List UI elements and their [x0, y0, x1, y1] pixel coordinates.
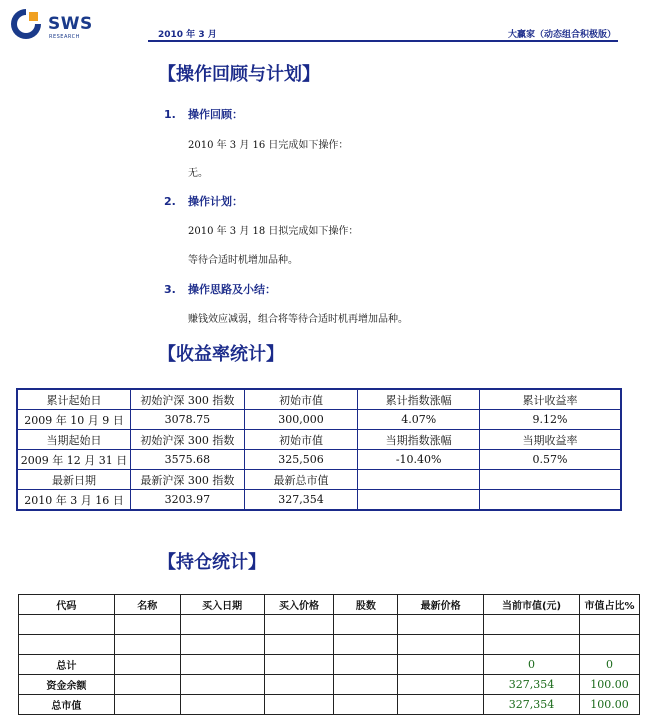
returns-table-cell: 300,000: [244, 410, 358, 430]
holdings-table-cell: [398, 635, 484, 655]
holdings-table-row: [19, 635, 640, 655]
returns-table-cell: 累计收益率: [479, 389, 621, 410]
holdings-table-cell: [334, 695, 398, 715]
returns-table-row: [17, 430, 621, 450]
returns-table-row: [17, 470, 621, 490]
returns-table-cell: 2009 年 12 月 31 日: [17, 450, 131, 470]
item-heading-text: 操作思路及小结：: [188, 283, 276, 296]
holdings-table-cell: 总计: [19, 655, 115, 675]
body-line: 无。: [188, 168, 208, 179]
holdings-table-cell: [180, 635, 264, 655]
holdings-table-row: [19, 675, 640, 695]
returns-table-cell: 327,354: [244, 490, 358, 511]
returns-table-cell: 当期收益率: [479, 430, 621, 450]
holdings-table-cell: [264, 695, 334, 715]
report-name: 大赢家（动态组合积极版）: [507, 30, 616, 40]
holdings-column-header: 市值占比%: [579, 595, 639, 615]
sws-logo: [8, 6, 108, 42]
holdings-table-cell: [180, 615, 264, 635]
returns-table-cell: [358, 470, 480, 490]
returns-table-cell: [479, 490, 621, 511]
returns-table-cell: 初始市值: [244, 430, 358, 450]
returns-table-cell: 当期指数涨幅: [358, 430, 480, 450]
returns-table-cell: 累计起始日: [17, 389, 131, 410]
body-line: 2010 年 3 月 18 日拟完成如下操作：: [188, 226, 359, 237]
holdings-table-row: [19, 655, 640, 675]
holdings-table-cell: [484, 635, 580, 655]
holdings-column-header: 名称: [114, 595, 180, 615]
holdings-table-cell: [264, 675, 334, 695]
returns-table-cell: 当期起始日: [17, 430, 131, 450]
holdings-table: [18, 594, 640, 715]
holdings-table-cell: [579, 635, 639, 655]
holdings-table-cell: [334, 635, 398, 655]
item-heading-plan: [164, 193, 243, 209]
holdings-table-cell: [180, 675, 264, 695]
holdings-table-cell: [579, 615, 639, 635]
returns-table-cell: 3203.97: [131, 490, 245, 511]
body-line: 等待合适时机增加品种。: [188, 255, 298, 266]
returns-table-cell: 初始沪深 300 指数: [131, 430, 245, 450]
holdings-table-cell: [334, 675, 398, 695]
returns-table-cell: 2010 年 3 月 16 日: [17, 490, 131, 511]
returns-table-row: [17, 389, 621, 410]
holdings-table-row: [19, 695, 640, 715]
returns-table-cell: 4.07%: [358, 410, 480, 430]
body-line: 2010 年 3 月 16 日完成如下操作：: [188, 140, 349, 151]
section-title-holdings: 【持仓统计】: [158, 552, 266, 573]
holdings-table-cell: [264, 615, 334, 635]
logo-subtext: RESEARCH: [49, 34, 80, 40]
holdings-table-cell: [334, 655, 398, 675]
returns-table-cell: 初始沪深 300 指数: [131, 389, 245, 410]
item-heading-text: 操作计划：: [188, 195, 243, 208]
holdings-table-cell: [114, 655, 180, 675]
holdings-column-header: 当前市值(元): [484, 595, 580, 615]
holdings-column-header: 买入价格: [264, 595, 334, 615]
holdings-table-cell: [398, 675, 484, 695]
holdings-table-cell: 327,354: [484, 695, 580, 715]
item-number: 1.: [164, 108, 176, 121]
holdings-table-cell: [114, 635, 180, 655]
holdings-table-cell: [398, 615, 484, 635]
returns-table-cell: [479, 470, 621, 490]
header-divider: [148, 40, 618, 42]
returns-table-cell: 2009 年 10 月 9 日: [17, 410, 131, 430]
holdings-table-cell: [180, 655, 264, 675]
logo-text: SWS: [48, 14, 93, 34]
item-heading-text: 操作回顾：: [188, 108, 243, 121]
returns-table-cell: 0.57%: [479, 450, 621, 470]
item-heading-summary: [164, 281, 276, 297]
holdings-table-cell: [484, 615, 580, 635]
item-number: 2.: [164, 195, 176, 208]
item-heading-review: [164, 106, 243, 122]
holdings-table-cell: 0: [484, 655, 580, 675]
holdings-table-cell: [180, 695, 264, 715]
holdings-table-cell: [114, 695, 180, 715]
section-title-returns: 【收益率统计】: [158, 344, 284, 365]
holdings-table-cell: 资金余额: [19, 675, 115, 695]
holdings-column-header: 买入日期: [180, 595, 264, 615]
item-number: 3.: [164, 283, 176, 296]
returns-table-cell: 累计指数涨幅: [358, 389, 480, 410]
returns-table-row: [17, 450, 621, 470]
report-date: 2010 年 3 月: [158, 30, 217, 40]
holdings-table-cell: [334, 615, 398, 635]
returns-table-cell: 325,506: [244, 450, 358, 470]
holdings-column-header: 最新价格: [398, 595, 484, 615]
holdings-table-cell: [264, 655, 334, 675]
returns-table-cell: -10.40%: [358, 450, 480, 470]
returns-table-cell: 3078.75: [131, 410, 245, 430]
holdings-table-cell: [398, 655, 484, 675]
returns-table-cell: 最新总市值: [244, 470, 358, 490]
returns-table-row: [17, 410, 621, 430]
returns-table-cell: 最新沪深 300 指数: [131, 470, 245, 490]
holdings-table-cell: [19, 635, 115, 655]
holdings-column-header: 股数: [334, 595, 398, 615]
body-line: 赚钱效应减弱，组合将等待合适时机再增加品种。: [188, 314, 408, 325]
holdings-table-cell: [19, 615, 115, 635]
holdings-table-cell: 100.00: [579, 675, 639, 695]
returns-table-cell: 3575.68: [131, 450, 245, 470]
returns-table-cell: 最新日期: [17, 470, 131, 490]
holdings-table-cell: [114, 615, 180, 635]
holdings-table-cell: 0: [579, 655, 639, 675]
holdings-table-cell: 100.00: [579, 695, 639, 715]
holdings-table-cell: [114, 675, 180, 695]
returns-table: [16, 388, 622, 511]
holdings-table-cell: 327,354: [484, 675, 580, 695]
logo-mark-icon: [8, 6, 44, 42]
returns-table-row: [17, 490, 621, 511]
holdings-table-cell: [264, 635, 334, 655]
returns-table-cell: 9.12%: [479, 410, 621, 430]
holdings-table-cell: [398, 695, 484, 715]
returns-table-cell: [358, 490, 480, 511]
section-title-operations: 【操作回顾与计划】: [158, 64, 320, 85]
holdings-table-row: [19, 615, 640, 635]
returns-table-cell: 初始市值: [244, 389, 358, 410]
holdings-column-header: 代码: [19, 595, 115, 615]
holdings-table-cell: 总市值: [19, 695, 115, 715]
